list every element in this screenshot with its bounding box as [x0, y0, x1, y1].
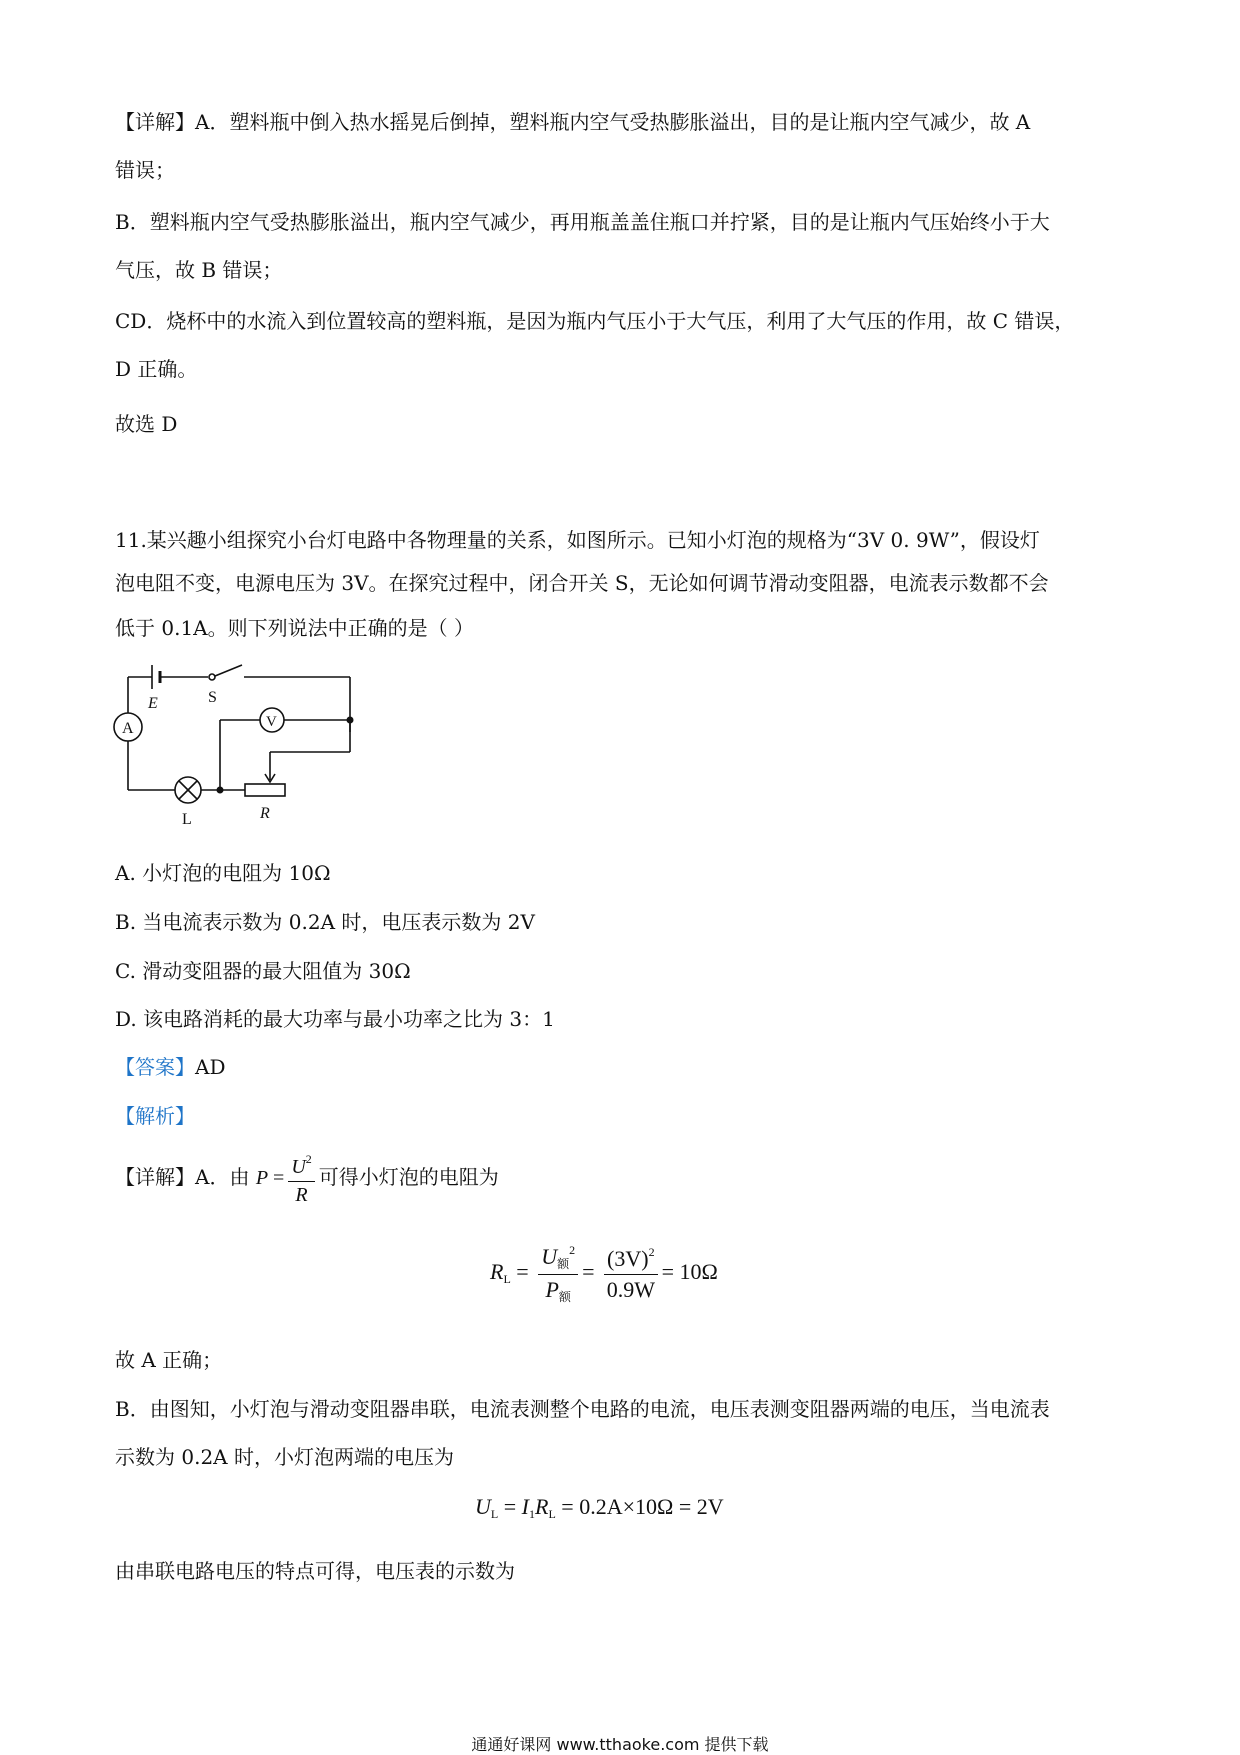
analysis-tag — [115, 1100, 195, 1129]
prev-detail-b: B．塑料瓶内空气受热膨胀溢出，瓶内空气减少，再用瓶盖盖住瓶口并拧紧，目的是让瓶内气压始终小于大 — [115, 210, 1050, 234]
rheostat-label: R — [260, 805, 270, 822]
option-b: B. 当电流表示数为 0.2A 时，电压表示数为 2V — [115, 910, 535, 934]
solution-a-suffix: 可得小灯泡的电阻为 — [318, 1165, 499, 1190]
question-line-1: 11.某兴趣小组探究小台灯电路中各物理量的关系，如图所示。已知小灯泡的规格为“3V 0. 9W”，假设灯 — [115, 528, 1040, 552]
question-line-2: 泡电阻不变，电源电压为 3V。在探究过程中，闭合开关 S，无论如何调节滑动变阻器，电流表示数都不会 — [115, 571, 1049, 595]
power-formula: P = $\frac{U^2}{R}$ — [256, 1167, 319, 1189]
answer-line — [115, 1051, 225, 1080]
junction-right — [347, 717, 354, 724]
solution-a-line — [115, 1152, 499, 1207]
prev-detail-a — [115, 106, 1030, 135]
ammeter-label: A — [122, 720, 134, 737]
prev-detail-a-cont: 错误； — [115, 158, 175, 182]
footer: 通通好课网 www.tthaoke.com 提供下载 — [471, 1735, 769, 1754]
option-c: C. 滑动变阻器的最大阻值为 30Ω — [115, 959, 411, 983]
detail-tag: 【详解】 — [115, 110, 195, 134]
equation-lamp-resistance: $R_L$ = $\frac{U_额^2}{P_额}$ = $\frac{(3V)^2}{0.9W}$ = 10Ω — [490, 1243, 718, 1304]
equation-lamp-voltage: $U_L = I_1R_L = 0.2A\times 10\Omega = 2V$ — [475, 1494, 724, 1521]
solution-a-conclusion: 故 A 正确； — [115, 1348, 223, 1372]
prev-detail-a-text: A．塑料瓶中倒入热水摇晃后倒掉，塑料瓶内空气受热膨胀溢出，目的是让瓶内空气减少，故 A — [195, 110, 1031, 134]
option-d: D. 该电路消耗的最大功率与最小功率之比为 3：1 — [115, 1007, 555, 1031]
solution-a-prefix: A．由 — [195, 1165, 250, 1190]
prev-detail-b-cont: 气压，故 B 错误； — [115, 258, 283, 282]
switch-blade — [215, 665, 242, 676]
prev-detail-cd: CD．烧杯中的水流入到位置较高的塑料瓶，是因为瓶内气压小于大气压，利用了大气压的作用，故 C 错误， — [115, 309, 1075, 333]
question-line-3: 低于 0.1A。则下列说法中正确的是（ ） — [115, 616, 474, 640]
solution-b-line-3: 由串联电路电压的特点可得，电压表的示数为 — [115, 1559, 515, 1583]
answer-tag: 【答案】 — [115, 1055, 195, 1079]
switch-contact-left — [209, 674, 215, 680]
prev-detail-cd-cont: D 正确。 — [115, 357, 198, 381]
option-a: A. 小灯泡的电阻为 10Ω — [115, 861, 331, 885]
analysis-tag-text: 【解析】 — [115, 1104, 195, 1128]
prev-choose: 故选 D — [115, 412, 178, 436]
junction-left — [217, 787, 224, 794]
solution-b-line-2: 示数为 0.2A 时，小灯泡两端的电压为 — [115, 1445, 454, 1469]
answer-value: AD — [195, 1055, 226, 1079]
switch-label: S — [208, 689, 217, 706]
circuit-diagram — [110, 655, 370, 830]
solution-b-line-1: B．由图知，小灯泡与滑动变阻器串联，电流表测整个电路的电流，电压表测变阻器两端的电压，当电流表 — [115, 1397, 1050, 1421]
lamp-label: L — [182, 811, 192, 828]
rheostat-symbol — [245, 784, 285, 796]
voltmeter-label: V — [266, 714, 277, 730]
battery-label: E — [148, 695, 158, 712]
solution-detail-tag: 【详解】 — [115, 1165, 195, 1190]
